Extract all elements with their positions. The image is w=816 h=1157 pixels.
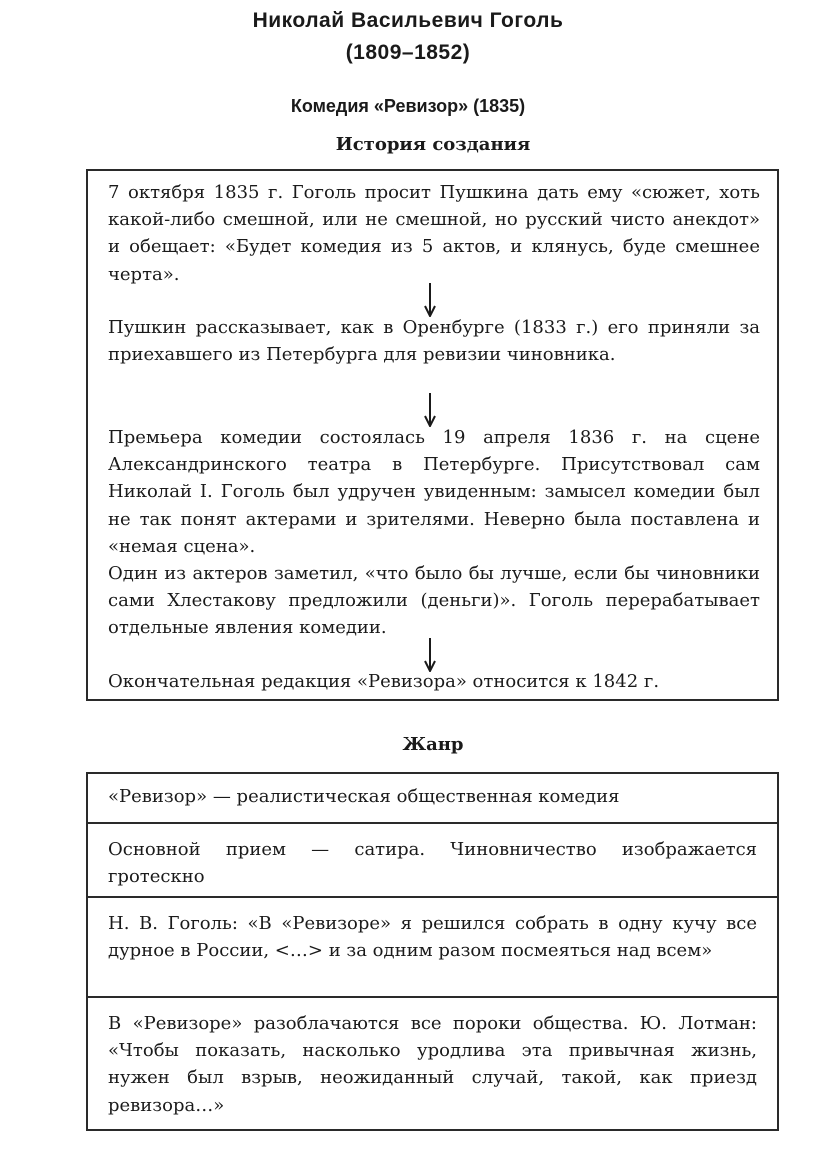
history-paragraph: Окончательная редакция «Ревизора» относится к 1842 г.	[108, 671, 660, 692]
down-arrow-icon	[423, 283, 437, 317]
down-arrow-icon	[423, 638, 437, 672]
history-paragraph: 7 октября 1835 г. Гоголь просит Пушкина дать ему «сюжет, хоть какой-либо смешной, или не смешной, но русский чисто анекдот» и обещает: «Будет комедия из 5 актов, и клянусь, буде смешнее черта».	[108, 182, 760, 285]
genre-row: «Ревизор» — реалистическая общественная комедия	[108, 786, 620, 807]
work-title: Комедия «Ревизор» (1835)	[290, 96, 526, 116]
author-years: (1809–1852)	[345, 41, 471, 64]
history-paragraph: Один из актеров заметил, «что было бы лучше, если бы чиновники сами Хлестакову предложили (деньги)». Гоголь перерабатывает отдельные явления комедии.	[108, 563, 760, 639]
down-arrow-icon	[423, 393, 437, 427]
history-section-title: История создания	[335, 134, 531, 155]
genre-row: В «Ревизоре» разоблачаются все пороки общества. Ю. Лотман: «Чтобы показать, насколько уродлива эта привычная жизнь, нужен был взрыв, неожиданный случай, такой, как приезд ревизора…»	[88, 996, 777, 1129]
genre-row: Н. В. Гоголь: «В «Ревизоре» я решился собрать в одну кучу все дурное в России, <…> и за одним разом посмеяться над всем»	[88, 896, 777, 996]
genre-row: Основной прием — сатира. Чиновничество изображается гротескно	[88, 822, 777, 896]
genre-table	[86, 772, 779, 1131]
history-paragraph-group	[108, 424, 760, 642]
history-paragraph: Премьера комедии состоялась 19 апреля 1836 г. на сцене Александринского театра в Петербурге. Присутствовал сам Николай I. Гоголь был удручен увиденным: замысел комедии был не так понят актерами и зрителями. Неверно была поставлена и «немая сцена».	[108, 427, 760, 557]
history-box	[86, 169, 779, 701]
author-name: Николай Васильевич Гоголь	[252, 9, 564, 32]
history-paragraph: Пушкин рассказывает, как в Оренбурге (1833 г.) его приняли за приехавшего из Петербурга для ревизии чиновника.	[108, 317, 760, 366]
genre-section-title: Жанр	[402, 734, 464, 755]
